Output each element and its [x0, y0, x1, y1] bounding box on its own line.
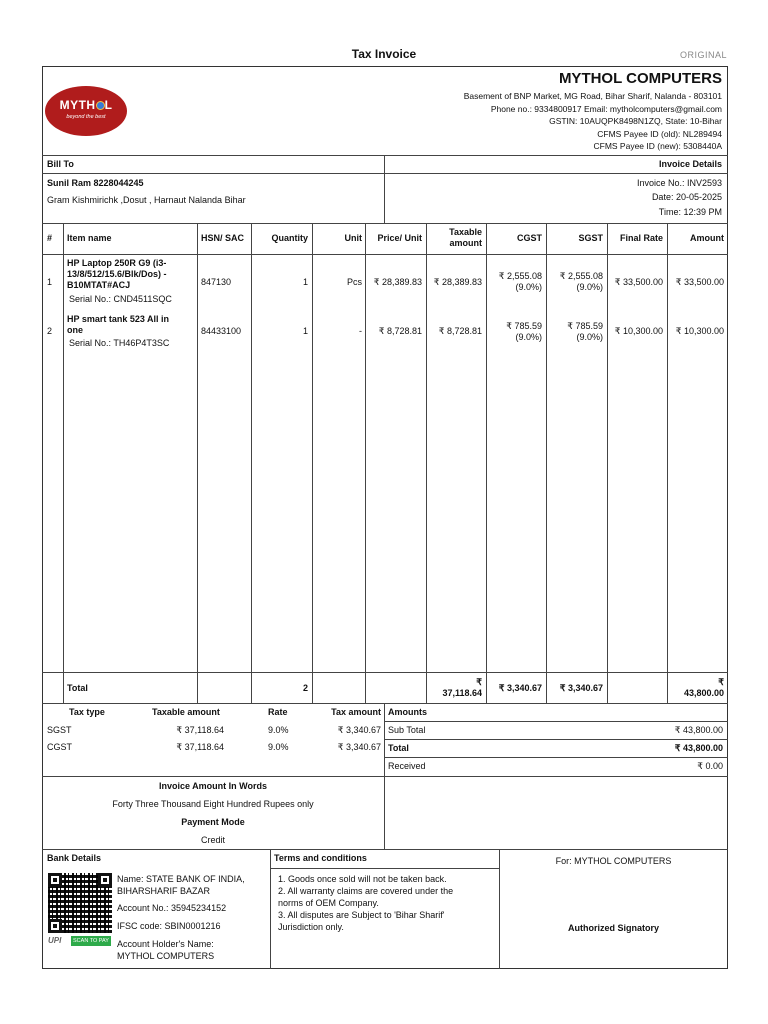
item-cgst: ₹ 2,555.08 (9.0%) [498, 271, 542, 292]
row-no: 1 [47, 277, 53, 287]
col-amount: Amount [690, 233, 724, 243]
item-name: HP smart tank 523 All in one [67, 314, 170, 335]
tax-amount: ₹ 3,340.67 [337, 725, 381, 735]
item-hsn: 84433100 [201, 326, 242, 336]
col-price: Price/ Unit [377, 233, 422, 243]
total-amount: ₹ 43,800.00 [683, 677, 724, 698]
upi-logo: UPI [48, 936, 62, 945]
item-unit: - [359, 326, 362, 336]
total-cgst: ₹ 3,340.67 [498, 683, 542, 693]
bank-details-heading: Bank Details [47, 853, 102, 863]
tax-rate: 9.0% [268, 725, 289, 735]
customer-address: Gram Kishmirichk ,Dosut , Harnaut Nalanda Bihar [47, 195, 246, 205]
invoice-time: Time: 12:39 PM [658, 207, 722, 217]
tax-type: SGST [47, 725, 72, 735]
tax-amount-heading: Tax amount [331, 707, 381, 717]
item-qty: 1 [302, 326, 308, 336]
received-value: ₹ 0.00 [697, 761, 723, 771]
payment-mode-heading: Payment Mode [181, 817, 245, 827]
scan-to-pay-badge: SCAN TO PAY [71, 936, 111, 946]
customer-name: Sunil Ram 8228044245 [47, 178, 144, 188]
qr-code-icon [48, 873, 112, 933]
bank-name: Name: STATE BANK OF INDIA, BIHARSHARIF BAZAR [117, 874, 245, 896]
bank-account: Account No.: 35945234152 [117, 903, 227, 913]
company-contact: Phone no.: 9334800917 Email: mytholcomputers@gmail.com [490, 103, 722, 114]
grand-total-value: ₹ 43,800.00 [674, 743, 723, 753]
item-hsn: 847130 [201, 277, 232, 287]
item-name: HP Laptop 250R G9 (i3- 13/8/512/15.6/Blk/Dos) - B10MTAT#ACJ [67, 258, 167, 290]
received-label: Received [388, 761, 426, 771]
company-gstin: GSTIN: 10AUQPK8498N1ZQ, State: 10-Bihar [549, 116, 722, 126]
invoice-details-heading: Invoice Details [658, 159, 722, 169]
company-address: Basement of BNP Market, MG Road, Bihar Sharif, Nalanda - 803101 [463, 91, 722, 101]
tax-taxable-heading: Taxable amount [152, 707, 220, 717]
signature-for: For: MYTHOL COMPUTERS [555, 856, 672, 866]
company-info [464, 90, 722, 153]
col-unit: Unit [344, 233, 362, 243]
logo-text-end: L [104, 98, 113, 112]
bank-account-holder: Account Holder's Name: MYTHOL COMPUTERS [117, 939, 215, 961]
tax-amount: ₹ 3,340.67 [337, 742, 381, 752]
invoice-number: Invoice No.: INV2593 [636, 178, 722, 188]
company-name: MYTHOL COMPUTERS [558, 70, 722, 87]
item-serial: Serial No.: TH46P4T3SC [69, 338, 170, 348]
amount-in-words: Forty Three Thousand Eight Hundred Rupees only [112, 799, 314, 809]
invoice-date: Date: 20-05-2025 [651, 192, 722, 202]
item-price: ₹ 8,728.81 [378, 326, 422, 336]
payment-mode: Credit [200, 835, 225, 845]
item-sgst: ₹ 2,555.08 (9.0%) [559, 271, 603, 292]
col-qty: Quantity [271, 233, 308, 243]
item-qty: 1 [302, 277, 308, 287]
tax-type-heading: Tax type [69, 707, 105, 717]
tax-type: CGST [47, 742, 73, 752]
item-sgst: ₹ 785.59 (9.0%) [567, 321, 603, 342]
item-serial: Serial No.: CND4511SQC [69, 294, 172, 304]
copy-label: ORIGINAL [680, 50, 728, 60]
col-taxable: Taxable amount [449, 227, 482, 248]
page-title: Tax Invoice [351, 47, 417, 61]
item-amount: ₹ 10,300.00 [675, 326, 724, 336]
item-price: ₹ 28,389.83 [373, 277, 422, 287]
logo-text: MYTH [59, 98, 96, 112]
tax-rate-heading: Rate [268, 707, 288, 717]
col-sgst: SGST [578, 233, 603, 243]
item-cgst: ₹ 785.59 (9.0%) [506, 321, 542, 342]
col-cgst: CGST [516, 233, 542, 243]
logo-tagline: beyond the best [66, 114, 106, 120]
terms-heading: Terms and conditions [274, 853, 367, 863]
row-no: 2 [47, 326, 53, 336]
item-unit: Pcs [346, 277, 362, 287]
company-logo [45, 86, 127, 136]
grand-total-label: Total [388, 743, 409, 753]
total-sgst: ₹ 3,340.67 [559, 683, 603, 693]
tax-rate: 9.0% [268, 742, 289, 752]
tax-taxable: ₹ 37,118.64 [176, 725, 224, 735]
globe-icon [96, 101, 105, 110]
company-cfms-new: CFMS Payee ID (new): 5308440A [593, 141, 722, 151]
item-amount: ₹ 33,500.00 [675, 277, 724, 287]
amounts-heading: Amounts [388, 707, 427, 717]
bank-ifsc: IFSC code: SBIN0001216 [117, 921, 221, 931]
sub-total-value: ₹ 43,800.00 [674, 725, 723, 735]
bill-to-heading: Bill To [47, 159, 74, 169]
col-no: # [47, 233, 53, 243]
item-taxable: ₹ 8,728.81 [438, 326, 482, 336]
item-final-rate: ₹ 33,500.00 [614, 277, 663, 287]
total-qty: 2 [302, 683, 308, 693]
col-final-rate: Final Rate [619, 233, 663, 243]
col-item: Item name [67, 233, 112, 243]
item-final-rate: ₹ 10,300.00 [614, 326, 663, 336]
item-taxable: ₹ 28,389.83 [433, 277, 482, 287]
sub-total-label: Sub Total [388, 725, 426, 735]
col-hsn: HSN/ SAC [201, 233, 245, 243]
authorized-signatory: Authorized Signatory [567, 923, 659, 933]
company-cfms-old: CFMS Payee ID (old): NL289494 [597, 128, 722, 139]
words-heading: Invoice Amount In Words [158, 781, 267, 791]
terms-list: 1. Goods once sold will not be taken back. 2. All warranty claims are covered under the norms of OEM Company. 3. All disputes are Subject to 'Bihar Sharif' Jurisdiction only. [278, 874, 454, 932]
total-label: Total [67, 683, 88, 693]
tax-taxable: ₹ 37,118.64 [176, 742, 224, 752]
total-taxable: ₹ 37,118.64 [442, 677, 482, 698]
